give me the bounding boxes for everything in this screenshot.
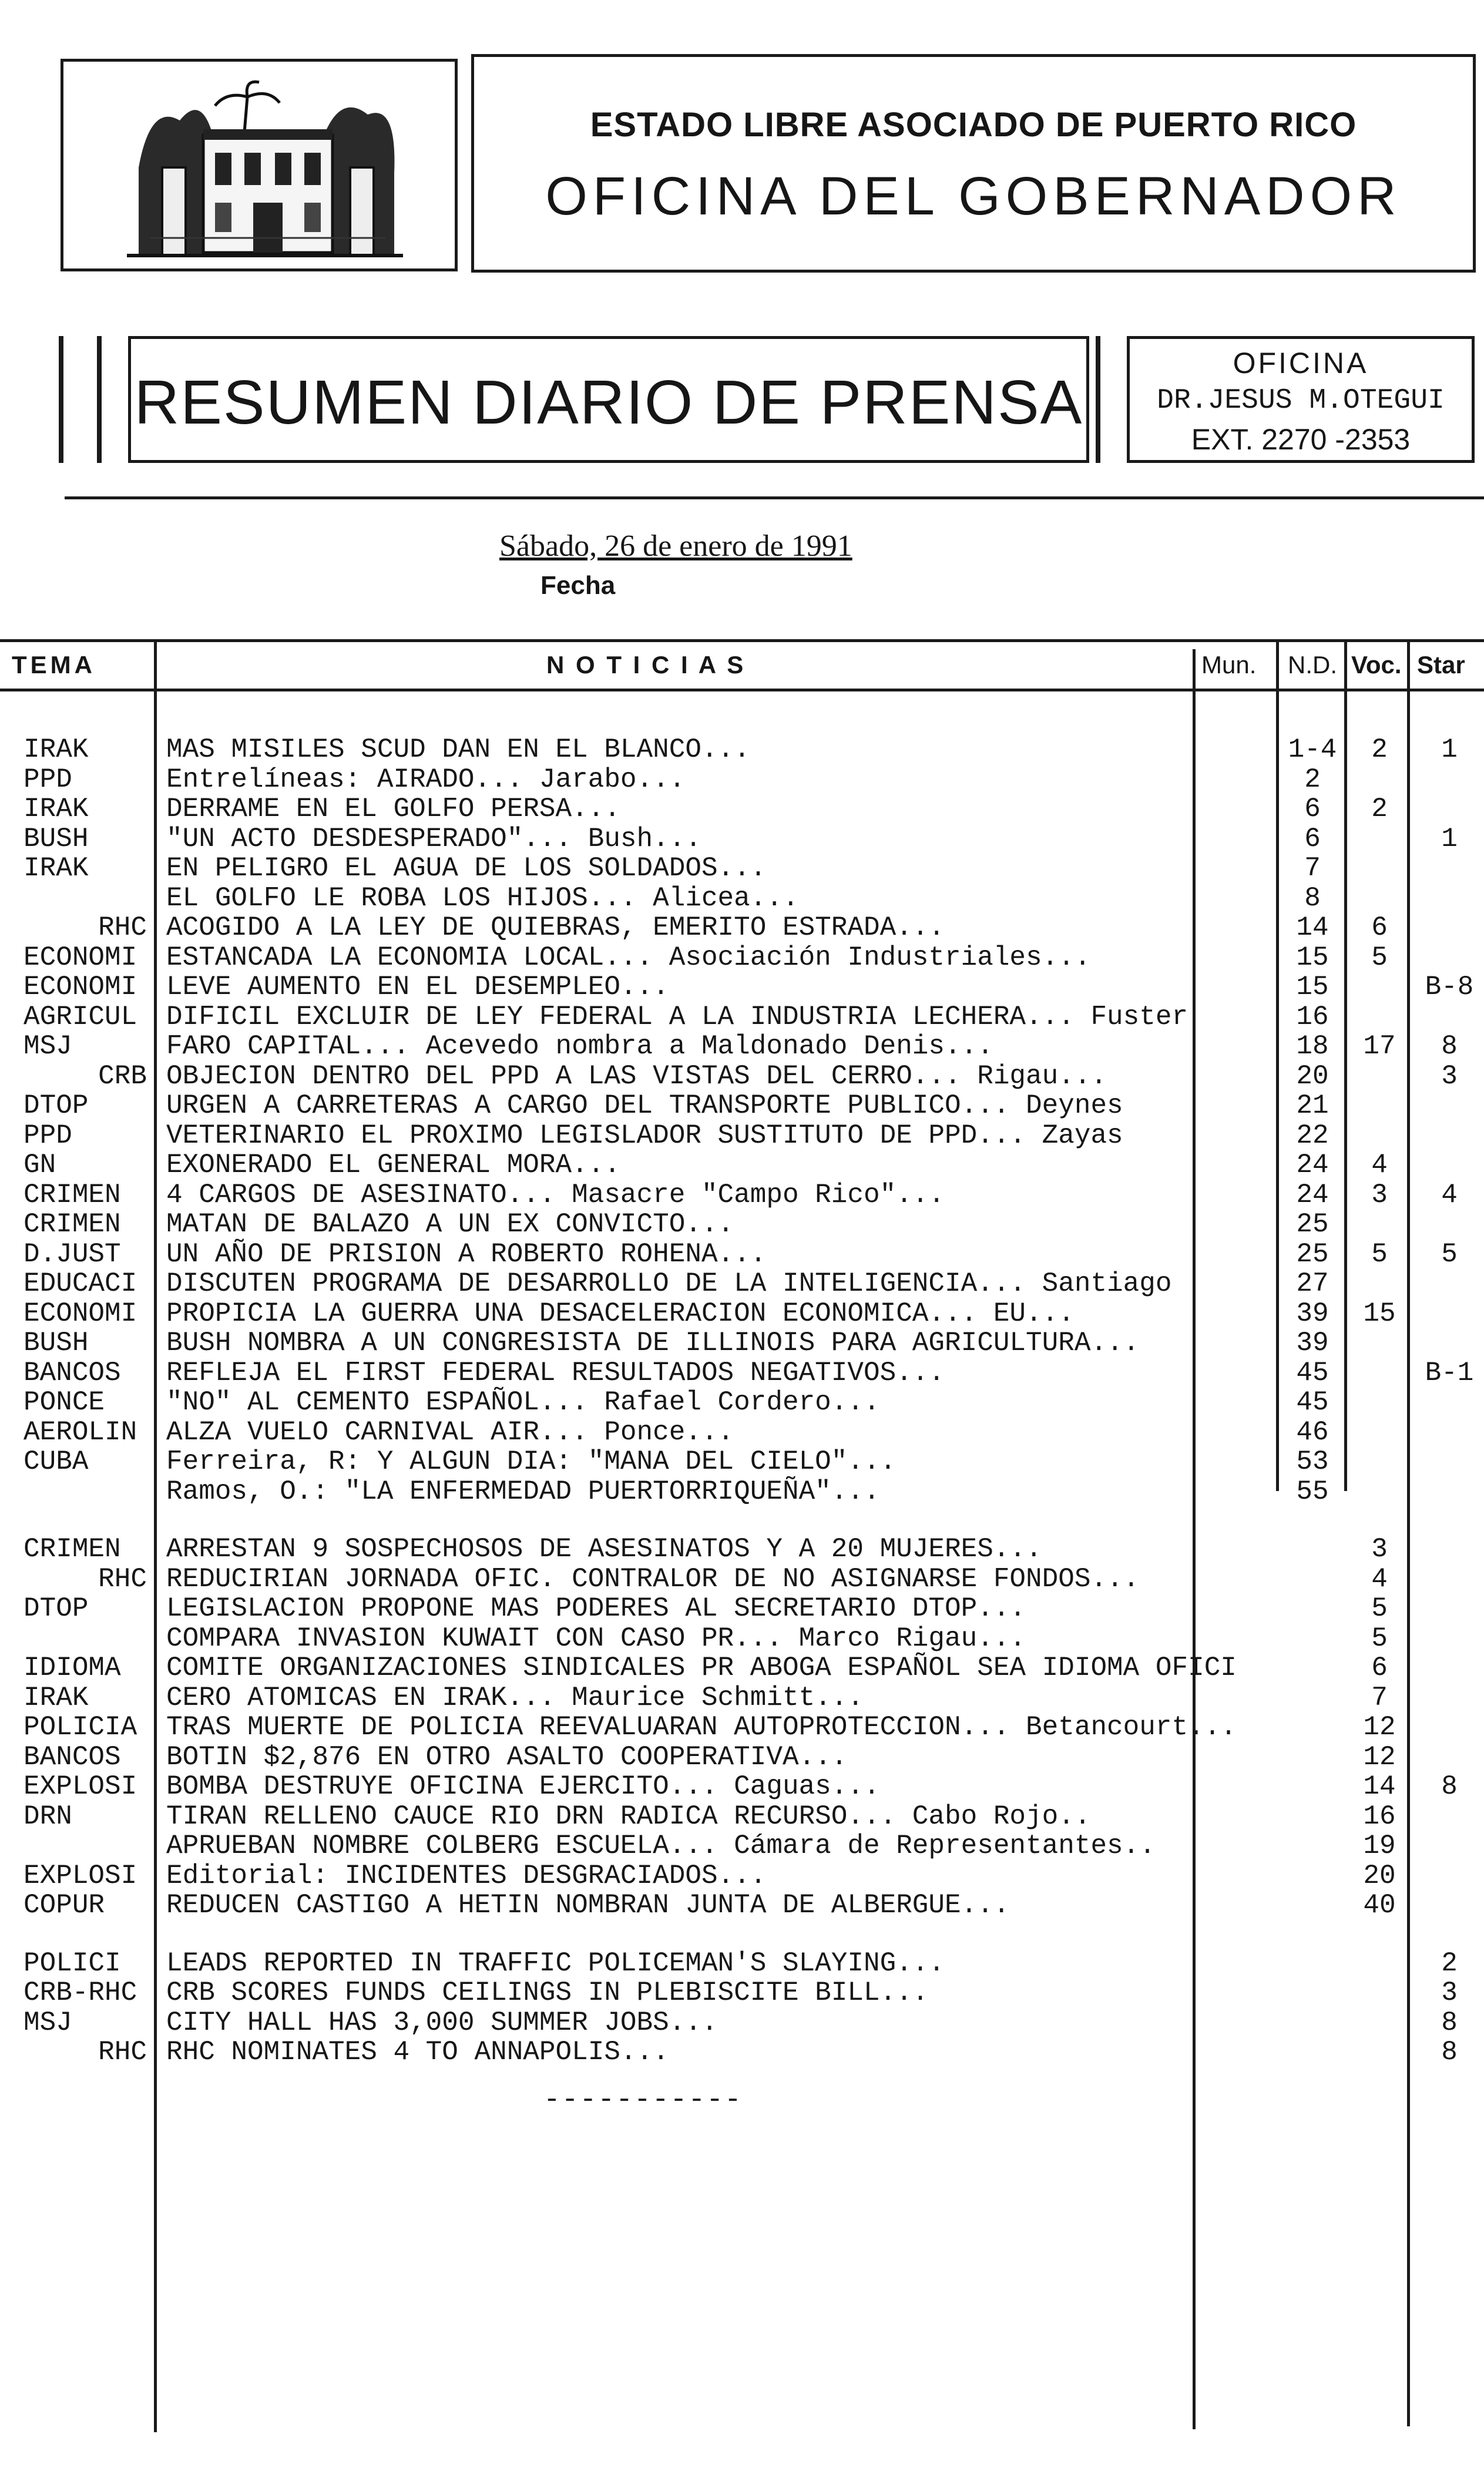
row-voc: 16: [1363, 1801, 1396, 1832]
table-row: [0, 794, 1484, 824]
row-noticia: FARO CAPITAL... Acevedo nombra a Maldonado Denis...: [166, 1031, 993, 1062]
date-text: Sábado, 26 de enero de 1991: [499, 529, 852, 563]
row-voc: 6: [1371, 1653, 1388, 1683]
table-row: [0, 1002, 1484, 1032]
row-nd: 39: [1296, 1328, 1329, 1358]
banner-bar-left-inner: [97, 336, 102, 463]
row-voc: 12: [1363, 1712, 1396, 1742]
row-star: B-1: [1425, 1357, 1474, 1388]
logo-frame: [61, 59, 458, 271]
table-header-border: [0, 689, 1484, 691]
banner-frame: [128, 336, 1089, 463]
row-star: 3: [1441, 1977, 1458, 2008]
table-row: [0, 764, 1484, 795]
table-row: [0, 1150, 1484, 1180]
office-label: OFICINA: [1233, 347, 1369, 380]
row-nd: 1-4: [1288, 734, 1337, 765]
row-voc: 5: [1371, 1238, 1388, 1270]
row-star: 1: [1441, 734, 1458, 765]
row-nd: 8: [1304, 882, 1321, 914]
row-nd: 39: [1296, 1298, 1329, 1329]
table-row: [0, 2037, 1484, 2067]
row-nd: 45: [1296, 1357, 1329, 1388]
row-voc: 19: [1363, 1831, 1396, 1861]
row-noticia: TRAS MUERTE DE POLICIA REEVALUARAN AUTOPROTECCION... Betancourt...: [166, 1712, 1237, 1742]
table-row: [0, 1623, 1484, 1654]
row-nd: 2: [1304, 764, 1321, 795]
header-star: Star: [1417, 651, 1465, 679]
title-frame: [471, 54, 1476, 273]
row-noticia: LEVE AUMENTO EN EL DESEMPLEO...: [166, 972, 669, 1002]
table-row: [0, 824, 1484, 854]
row-noticia: 4 CARGOS DE ASESINATO... Masacre "Campo Rico"...: [166, 1179, 945, 1210]
row-voc: 4: [1371, 1563, 1388, 1594]
table-row: [0, 1209, 1484, 1240]
table-row: [0, 1742, 1484, 1772]
row-noticia: OBJECION DENTRO DEL PPD A LAS VISTAS DEL CERRO... Rigau...: [166, 1060, 1107, 1092]
row-voc: 15: [1363, 1298, 1396, 1329]
row-star: B-8: [1425, 972, 1474, 1002]
row-star: 8: [1441, 1031, 1458, 1062]
row-noticia: Ramos, O.: "LA ENFERMEDAD PUERTORRIQUEÑA"...: [166, 1476, 880, 1507]
row-voc: 7: [1371, 1682, 1388, 1713]
row-star: 4: [1441, 1179, 1458, 1210]
row-star: 5: [1441, 1238, 1458, 1270]
row-nd: 15: [1296, 942, 1329, 973]
row-noticia: LEGISLACION PROPONE MAS PODERES AL SECRETARIO DTOP...: [166, 1593, 1026, 1624]
row-tema: EXPLOSI: [23, 1771, 137, 1802]
row-tema: COPUR: [23, 1890, 105, 1920]
row-nd: 25: [1296, 1209, 1329, 1240]
row-noticia: DIFICIL EXCLUIR DE LEY FEDERAL A LA INDUSTRIA LECHERA... Fuster: [166, 1001, 1188, 1032]
row-tema: ECONOMI: [23, 1298, 137, 1329]
table-top-border: [0, 639, 1484, 642]
header-divider: [65, 496, 1484, 499]
row-tema: CRIMEN: [23, 1179, 121, 1210]
row-noticia: EN PELIGRO EL AGUA DE LOS SOLDADOS...: [166, 853, 767, 884]
row-tema: CRIMEN: [23, 1534, 121, 1564]
row-nd: 55: [1296, 1476, 1329, 1507]
table-row: [0, 1446, 1484, 1477]
row-noticia: BUSH NOMBRA A UN CONGRESISTA DE ILLINOIS PARA AGRICULTURA...: [166, 1328, 1140, 1358]
row-nd: 20: [1296, 1060, 1329, 1092]
row-tema: RHC: [98, 1563, 147, 1594]
office-contact-box: [1127, 336, 1475, 463]
table-row: [0, 1771, 1484, 1802]
row-tema: ECONOMI: [23, 942, 137, 973]
row-voc: 20: [1363, 1860, 1396, 1891]
row-noticia: COMITE ORGANIZACIONES SINDICALES PR ABOGA ESPAÑOL SEA IDIOMA OFICI: [166, 1653, 1237, 1683]
governor-mansion-logo: [127, 79, 403, 258]
row-tema: DRN: [23, 1801, 72, 1832]
row-noticia: APRUEBAN NOMBRE COLBERG ESCUELA... Cámara de Representantes..: [166, 1831, 1156, 1861]
row-voc: 2: [1371, 794, 1388, 824]
table-row: [0, 1120, 1484, 1151]
row-nd: 46: [1296, 1416, 1329, 1448]
header-voc: Voc.: [1351, 651, 1402, 679]
table-row: [0, 734, 1484, 765]
row-noticia: ALZA VUELO CARNIVAL AIR... Ponce...: [166, 1416, 734, 1448]
row-noticia: UN AÑO DE PRISION A ROBERTO ROHENA...: [166, 1238, 767, 1270]
row-noticia: RHC NOMINATES 4 TO ANNAPOLIS...: [166, 2037, 669, 2067]
row-tema: EXPLOSI: [23, 1860, 137, 1891]
row-voc: 6: [1371, 912, 1388, 943]
row-noticia: ARRESTAN 9 SOSPECHOSOS DE ASESINATOS Y A 20 MUJERES...: [166, 1534, 1042, 1564]
row-nd: 6: [1304, 794, 1321, 824]
row-tema: IRAK: [23, 853, 89, 884]
state-title: ESTADO LIBRE ASOCIADO DE PUERTO RICO: [590, 106, 1357, 144]
row-tema: DTOP: [23, 1090, 89, 1121]
header-noticias: N O T I C I A S: [546, 651, 746, 679]
row-tema: IRAK: [23, 794, 89, 824]
row-voc: 5: [1371, 1623, 1388, 1654]
table-row: [0, 1417, 1484, 1448]
row-tema: POLICI: [23, 1948, 121, 1979]
table-row: [0, 1683, 1484, 1713]
row-tema: CRB: [98, 1060, 147, 1092]
row-voc: 17: [1363, 1031, 1396, 1062]
row-tema: PPD: [23, 1120, 72, 1151]
row-star: 3: [1441, 1060, 1458, 1092]
table-row: [0, 1801, 1484, 1832]
row-noticia: BOMBA DESTRUYE OFICINA EJERCITO... Caguas...: [166, 1771, 880, 1802]
row-star: 8: [1441, 2007, 1458, 2038]
row-noticia: REDUCIRIAN JORNADA OFIC. CONTRALOR DE NO ASIGNARSE FONDOS...: [166, 1563, 1140, 1594]
row-voc: 3: [1371, 1179, 1388, 1210]
row-noticia: LEADS REPORTED IN TRAFFIC POLICEMAN'S SLAYING...: [166, 1948, 945, 1979]
row-voc: 2: [1371, 734, 1388, 765]
row-voc: 40: [1363, 1890, 1396, 1920]
table-row: [0, 2007, 1484, 2038]
row-tema: RHC: [98, 2037, 147, 2067]
row-nd: 6: [1304, 823, 1321, 854]
table-row: [0, 1180, 1484, 1210]
table-row: [0, 1534, 1484, 1564]
row-tema: CRB-RHC: [23, 1977, 137, 2008]
row-tema: IRAK: [23, 734, 89, 765]
row-noticia: DERRAME EN EL GOLFO PERSA...: [166, 794, 620, 824]
row-tema: BANCOS: [23, 1357, 121, 1388]
row-noticia: Ferreira, R: Y ALGUN DIA: "MANA DEL CIELO"...: [166, 1446, 897, 1477]
table-row: [0, 1890, 1484, 1920]
table-row: [0, 942, 1484, 973]
row-star: 1: [1441, 823, 1458, 854]
row-nd: 14: [1296, 912, 1329, 943]
row-nd: 24: [1296, 1150, 1329, 1180]
table-row: [0, 853, 1484, 884]
table-row: [0, 1268, 1484, 1299]
row-noticia: REFLEJA EL FIRST FEDERAL RESULTADOS NEGATIVOS...: [166, 1357, 945, 1388]
row-tema: D.JUST: [23, 1238, 121, 1270]
row-noticia: PROPICIA LA GUERRA UNA DESACELERACION ECONOMICA... EU...: [166, 1298, 1075, 1329]
header-tema: TEMA: [12, 651, 96, 679]
row-tema: AGRICUL: [23, 1001, 137, 1032]
row-nd: 16: [1296, 1001, 1329, 1032]
row-nd: 53: [1296, 1446, 1329, 1477]
row-noticia: "NO" AL CEMENTO ESPAÑOL... Rafael Cordero...: [166, 1387, 880, 1418]
table-row: [0, 883, 1484, 914]
row-tema: CRIMEN: [23, 1209, 121, 1240]
row-noticia: CITY HALL HAS 3,000 SUMMER JOBS...: [166, 2007, 718, 2038]
row-noticia: VETERINARIO EL PROXIMO LEGISLADOR SUSTITUTO DE PPD... Zayas: [166, 1120, 1123, 1151]
banner-bar-left-outer: [59, 336, 63, 463]
row-nd: 25: [1296, 1238, 1329, 1270]
row-tema: PONCE: [23, 1387, 105, 1418]
row-noticia: TIRAN RELLENO CAUCE RIO DRN RADICA RECURSO... Cabo Rojo..: [166, 1801, 1091, 1832]
row-star: 8: [1441, 2037, 1458, 2067]
row-noticia: CERO ATOMICAS EN IRAK... Maurice Schmitt...: [166, 1682, 864, 1713]
row-voc: 14: [1363, 1771, 1396, 1802]
row-tema: RHC: [98, 912, 147, 943]
row-tema: BUSH: [23, 823, 89, 854]
row-voc: 4: [1371, 1150, 1388, 1180]
table-row: [0, 1861, 1484, 1891]
row-voc: 12: [1363, 1741, 1396, 1772]
row-voc: 5: [1371, 942, 1388, 973]
row-noticia: URGEN A CARRETERAS A CARGO DEL TRANSPORTE PUBLICO... Deynes: [166, 1090, 1123, 1121]
header-nd: N.D.: [1288, 651, 1337, 679]
table-row: [0, 1653, 1484, 1683]
row-noticia: Editorial: INCIDENTES DESGRACIADOS...: [166, 1860, 767, 1891]
table-row: [0, 1564, 1484, 1594]
table-row: [0, 912, 1484, 943]
table-row: [0, 1977, 1484, 2008]
row-noticia: CRB SCORES FUNDS CEILINGS IN PLEBISCITE BILL...: [166, 1977, 929, 2008]
row-tema: GN: [23, 1150, 56, 1180]
banner-title: RESUMEN DIARIO DE PRENSA: [134, 368, 1083, 437]
row-noticia: Entrelíneas: AIRADO... Jarabo...: [166, 764, 686, 795]
row-nd: 18: [1296, 1031, 1329, 1062]
row-noticia: EL GOLFO LE ROBA LOS HIJOS... Alicea...: [166, 882, 799, 914]
row-noticia: MATAN DE BALAZO A UN EX CONVICTO...: [166, 1209, 734, 1240]
table-row: [0, 1298, 1484, 1329]
row-voc: 3: [1371, 1534, 1388, 1564]
table-row: [0, 1712, 1484, 1742]
banner-bar-right-inner: [1096, 336, 1100, 463]
row-noticia: DISCUTEN PROGRAMA DE DESARROLLO DE LA INTELIGENCIA... Santiago: [166, 1268, 1172, 1299]
row-tema: EDUCACI: [23, 1268, 137, 1299]
date-label: Fecha: [540, 571, 616, 600]
row-noticia: "UN ACTO DESDESPERADO"... Bush...: [166, 823, 701, 854]
row-tema: DTOP: [23, 1593, 89, 1624]
row-tema: POLICIA: [23, 1712, 137, 1742]
table-row: [0, 1358, 1484, 1388]
table-row: [0, 1328, 1484, 1358]
row-tema: MSJ: [23, 1031, 72, 1062]
row-tema: AEROLIN: [23, 1416, 137, 1448]
row-nd: 27: [1296, 1268, 1329, 1299]
row-nd: 21: [1296, 1090, 1329, 1121]
table-row: [0, 1090, 1484, 1121]
row-tema: MSJ: [23, 2007, 72, 2038]
row-nd: 45: [1296, 1387, 1329, 1418]
row-noticia: COMPARA INVASION KUWAIT CON CASO PR... Marco Rigau...: [166, 1623, 1026, 1654]
row-noticia: ESTANCADA LA ECONOMIA LOCAL... Asociación Industriales...: [166, 942, 1091, 973]
row-tema: IDIOMA: [23, 1653, 121, 1683]
table-row: [0, 1239, 1484, 1270]
table-row: [0, 1476, 1484, 1507]
row-noticia: BOTIN $2,876 EN OTRO ASALTO COOPERATIVA...: [166, 1741, 848, 1772]
table-row: [0, 972, 1484, 1002]
row-noticia: MAS MISILES SCUD DAN EN EL BLANCO...: [166, 734, 750, 765]
row-tema: PPD: [23, 764, 72, 795]
row-tema: BANCOS: [23, 1741, 121, 1772]
table-row: [0, 1593, 1484, 1624]
row-nd: 24: [1296, 1179, 1329, 1210]
row-noticia: ACOGIDO A LA LEY DE QUIEBRAS, EMERITO ESTRADA...: [166, 912, 945, 943]
table-row: [0, 1948, 1484, 1979]
row-tema: ECONOMI: [23, 972, 137, 1002]
row-nd: 22: [1296, 1120, 1329, 1151]
row-tema: IRAK: [23, 1682, 89, 1713]
row-tema: CUBA: [23, 1446, 89, 1477]
row-noticia: EXONERADO EL GENERAL MORA...: [166, 1150, 620, 1180]
table-row: [0, 1061, 1484, 1092]
office-person: DR.JESUS M.OTEGUI: [1157, 385, 1445, 417]
row-nd: 7: [1304, 853, 1321, 884]
row-star: 2: [1441, 1948, 1458, 1979]
row-noticia: REDUCEN CASTIGO A HETIN NOMBRAN JUNTA DE ALBERGUE...: [166, 1890, 1010, 1920]
row-nd: 15: [1296, 972, 1329, 1002]
office-extension: EXT. 2270 -2353: [1191, 423, 1411, 456]
footer-dashes: -----------: [543, 2084, 743, 2116]
table-row: [0, 1831, 1484, 1861]
office-title: OFICINA DEL GOBERNADOR: [545, 166, 1402, 226]
row-tema: BUSH: [23, 1328, 89, 1358]
table-row: [0, 1387, 1484, 1418]
row-star: 8: [1441, 1771, 1458, 1802]
header-mun: Mun.: [1201, 651, 1257, 679]
table-row: [0, 1031, 1484, 1062]
row-voc: 5: [1371, 1593, 1388, 1624]
